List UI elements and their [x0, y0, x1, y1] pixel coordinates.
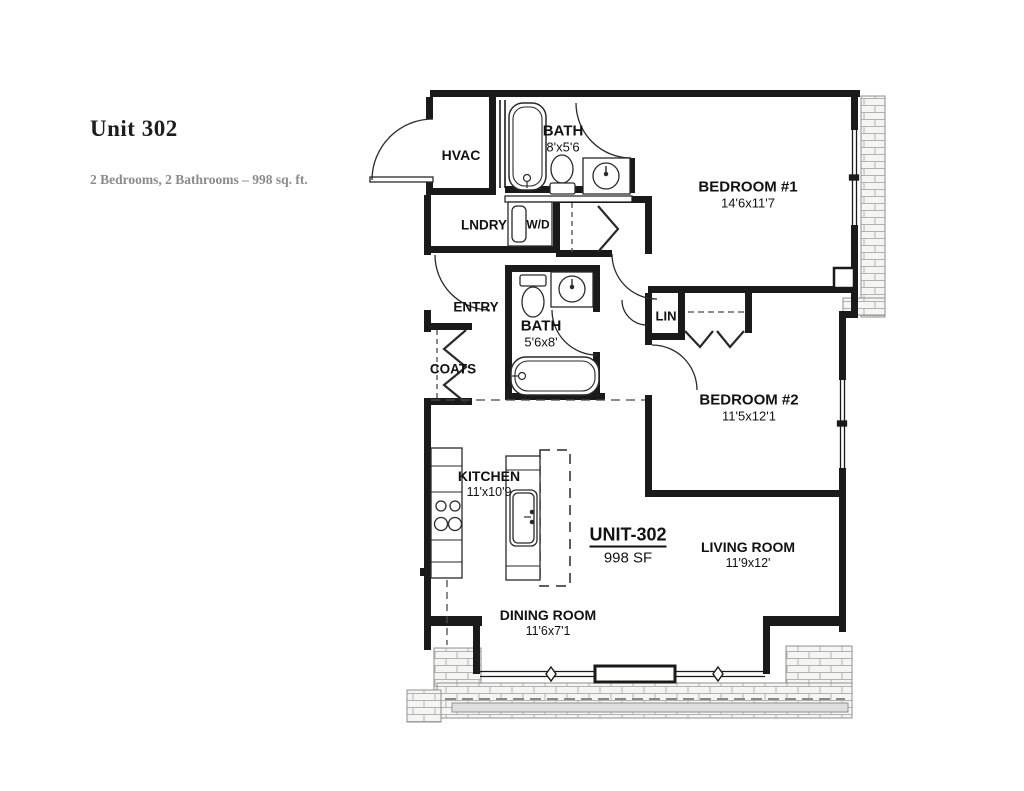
room-label-dining: DINING ROOM 11'6x7'1: [499, 607, 597, 638]
toilet-1: [550, 155, 575, 194]
room-label-kitchen: KITCHEN 11'x10'9: [457, 468, 521, 499]
bathtub-2: [511, 357, 599, 395]
bathtub-1: [509, 103, 546, 190]
page-subtitle: 2 Bedrooms, 2 Bathrooms – 998 sq. ft.: [90, 172, 308, 187]
sink-1: [583, 158, 630, 194]
sink-2: [551, 272, 593, 307]
interior-walls: [420, 97, 858, 576]
room-label-bath1: BATH 8'x5'6: [542, 122, 584, 155]
room-label-laundry: LNDRY: [461, 217, 507, 233]
page-title: Unit 302: [90, 116, 178, 141]
unit-number-label: UNIT-302 998 SF: [589, 524, 667, 567]
room-label-living: LIVING ROOM 11'9x12': [700, 539, 796, 570]
room-label-bedroom2: BEDROOM #2 11'5x12'1: [699, 391, 799, 424]
room-label-entry: ENTRY: [453, 299, 499, 315]
room-label-bedroom1: BEDROOM #1 14'6x11'7: [698, 178, 798, 211]
room-label-washer-dryer: W/D: [526, 217, 550, 232]
room-label-hvac: HVAC: [441, 147, 481, 164]
room-label-bath2: BATH 5'6x8': [520, 317, 562, 350]
room-label-linen: LIN: [655, 308, 677, 324]
toilet-2: [520, 275, 546, 317]
room-label-coats: COATS: [429, 361, 477, 377]
